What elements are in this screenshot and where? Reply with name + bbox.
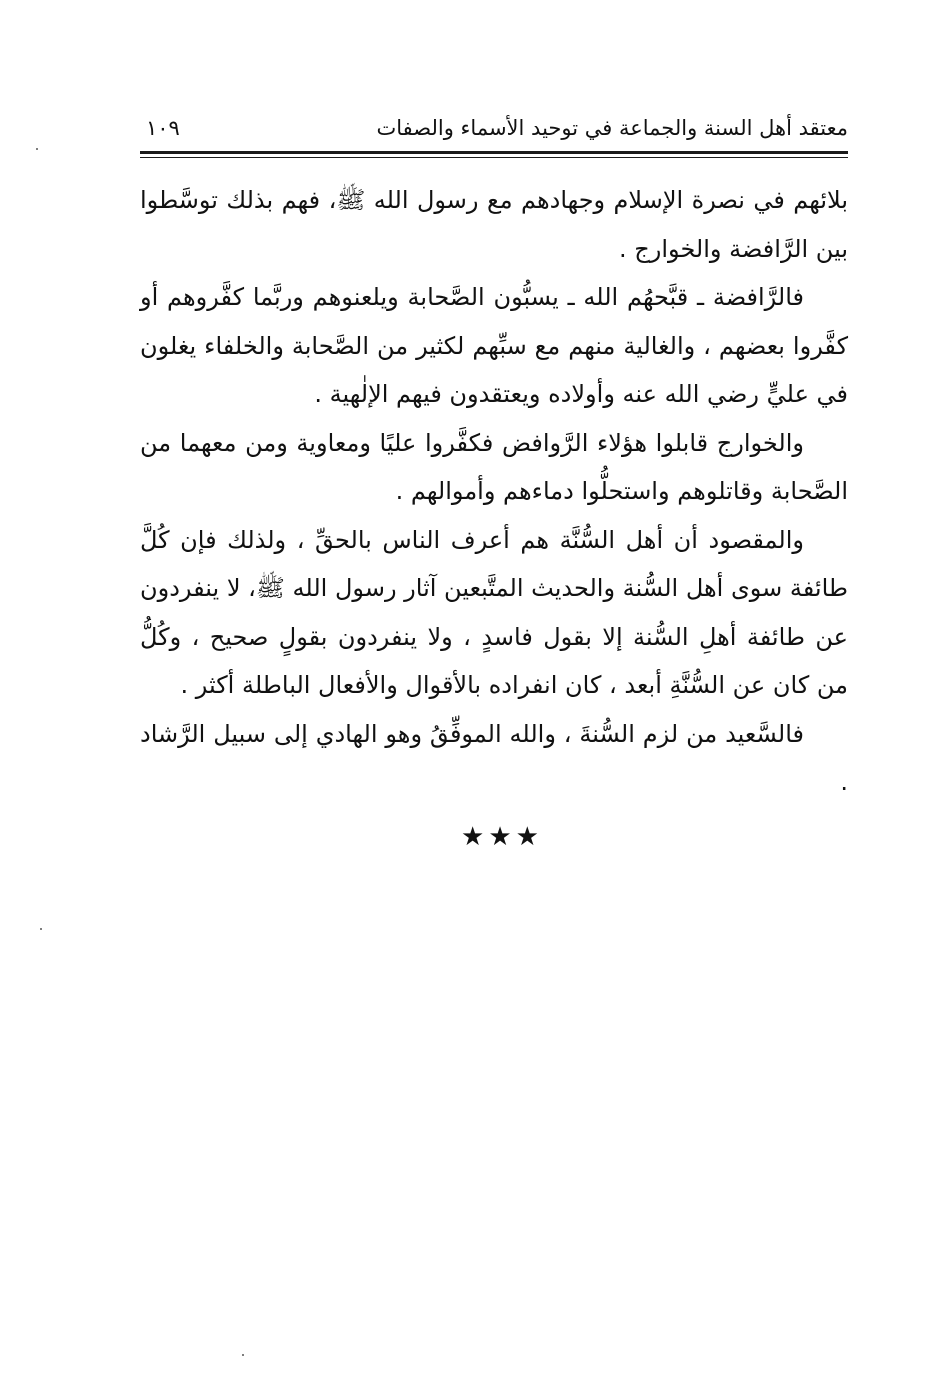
paragraph: فالرَّافضة ـ قبَّحهُم الله ـ يسبُّون الصَّحابة ويلعنوهم وربَّما كفَّروهم أو كفَّروا بعضهم ، والغالية منهم مع سبِّهم لكثير من الصَّحابة والخلفاء يغلون في عليٍّ رضي الله عنه وأولاده ويعتقدون فيهم الإلٰهية . (140, 283, 848, 408)
header-rule-thin (140, 157, 848, 158)
paragraph: بلائهم في نصرة الإسلام وجهادهم مع رسول الله ﷺ، فهم بذلك توسَّطوا بين الرَّافضة والخوارج . (140, 186, 848, 263)
running-title: معتقد أهل السنة والجماعة في توحيد الأسماء والصفات (376, 116, 848, 140)
header-rule-thick (140, 151, 848, 154)
scan-speck (40, 928, 42, 930)
page-number: ١٠٩ (146, 116, 180, 140)
paragraph: والمقصود أن أهل السُّنَّة هم أعرف الناس بالحقِّ ، ولذلك فإن كُلَّ طائفة سوى أهل السُّنة والحديث المتَّبعين آثار رسول الله ﷺ، لا ينفردون عن طائفة أهلِ السُّنة إلا بقول فاسدٍ ، ولا ينفردون بقولٍ صحيح ، وكُلُّ من كان عن السُّنَّةِ أبعد ، كان انفراده بالأقوال والأفعال الباطلة أكثر . (140, 525, 848, 699)
scan-speck (242, 1354, 244, 1356)
section-ornament: ★★★ (461, 822, 543, 852)
paragraph: فالسَّعيد من لزم السُّنةَ ، والله الموفِّقُ وهو الهادي إلى سبيل الرَّشاد . (140, 719, 848, 796)
scan-speck (36, 148, 38, 150)
page-header (140, 112, 848, 148)
body-text (140, 176, 848, 807)
paragraph: والخوارج قابلوا هؤلاء الرَّوافض فكفَّروا عليًا ومعاوية ومن معهما من الصَّحابة وقاتلوهم واستحلُّوا دماءهم وأموالهم . (140, 428, 848, 505)
